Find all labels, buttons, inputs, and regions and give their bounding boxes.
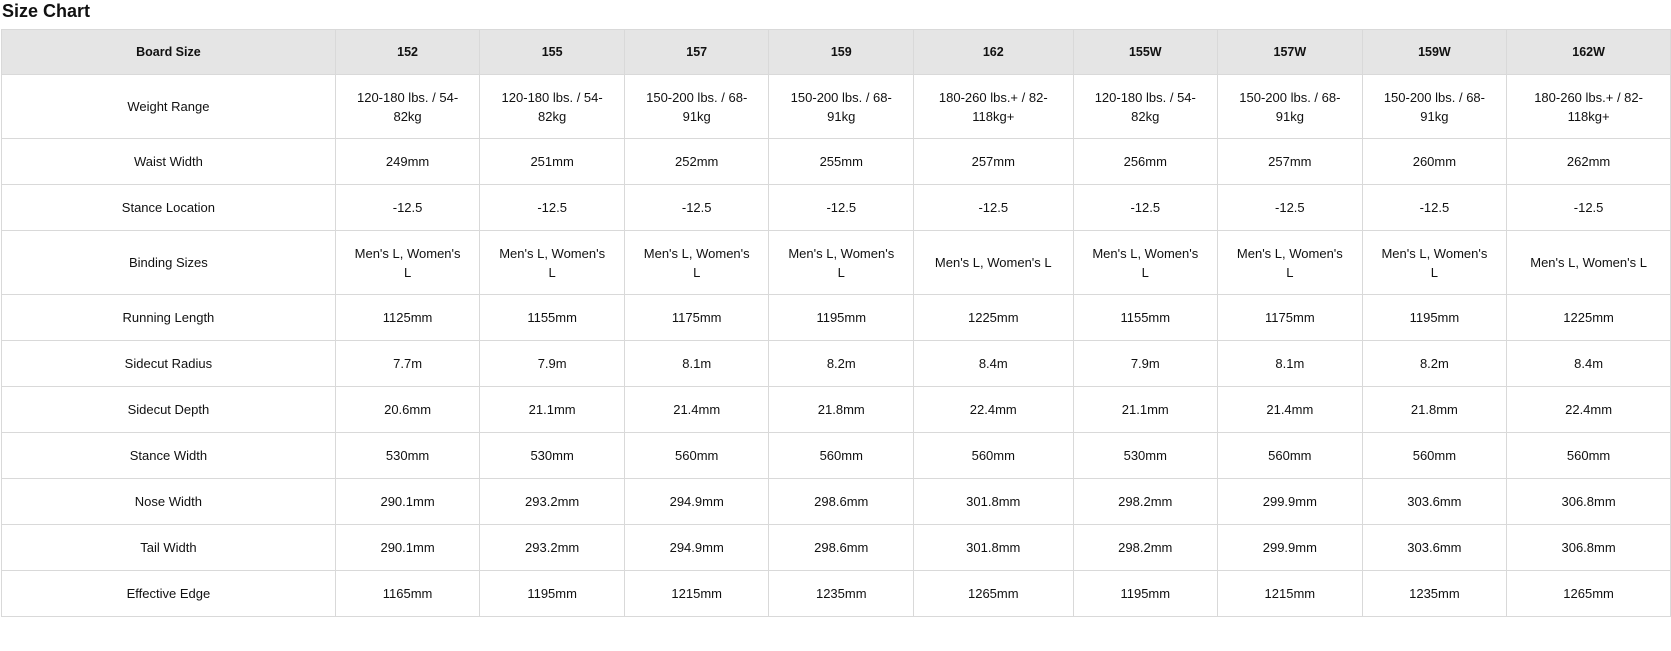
- table-cell: 21.8mm: [769, 387, 914, 433]
- table-cell: -12.5: [1507, 185, 1671, 231]
- table-cell: 1265mm: [1507, 571, 1671, 617]
- table-cell: 301.8mm: [914, 479, 1073, 525]
- table-cell: Men's L, Women's L: [1507, 231, 1671, 295]
- row-label: Running Length: [2, 295, 336, 341]
- table-cell: 20.6mm: [335, 387, 480, 433]
- table-cell: 120-180 lbs. / 54-82kg: [480, 75, 625, 139]
- table-cell: 7.9m: [1073, 341, 1218, 387]
- table-cell: 7.9m: [480, 341, 625, 387]
- row-label: Nose Width: [2, 479, 336, 525]
- table-cell: 1215mm: [1218, 571, 1363, 617]
- table-cell: 120-180 lbs. / 54-82kg: [1073, 75, 1218, 139]
- table-cell: 303.6mm: [1362, 479, 1507, 525]
- row-label: Weight Range: [2, 75, 336, 139]
- table-cell: 1175mm: [624, 295, 769, 341]
- table-cell: 150-200 lbs. / 68-91kg: [624, 75, 769, 139]
- table-cell: 21.1mm: [480, 387, 625, 433]
- table-cell: Men's L, Women's L: [1073, 231, 1218, 295]
- table-cell: -12.5: [769, 185, 914, 231]
- table-cell: 1195mm: [769, 295, 914, 341]
- table-row: [2, 75, 1671, 139]
- table-cell: 560mm: [1507, 433, 1671, 479]
- table-cell: 560mm: [914, 433, 1073, 479]
- header-cell-size: 155W: [1073, 30, 1218, 75]
- table-cell: 1195mm: [1073, 571, 1218, 617]
- table-cell: 1235mm: [1362, 571, 1507, 617]
- row-label: Stance Location: [2, 185, 336, 231]
- table-cell: 8.4m: [1507, 341, 1671, 387]
- table-cell: 560mm: [1362, 433, 1507, 479]
- table-cell: 257mm: [1218, 139, 1363, 185]
- table-cell: Men's L, Women's L: [624, 231, 769, 295]
- table-cell: 21.4mm: [624, 387, 769, 433]
- row-label: Tail Width: [2, 525, 336, 571]
- table-cell: 8.2m: [1362, 341, 1507, 387]
- table-body: [2, 75, 1671, 617]
- table-cell: 290.1mm: [335, 525, 480, 571]
- table-cell: 1215mm: [624, 571, 769, 617]
- table-cell: 299.9mm: [1218, 525, 1363, 571]
- table-row: [2, 387, 1671, 433]
- table-cell: 8.4m: [914, 341, 1073, 387]
- page-title: Size Chart: [2, 1, 91, 21]
- table-cell: 560mm: [1218, 433, 1363, 479]
- table-cell: 260mm: [1362, 139, 1507, 185]
- table-cell: 298.2mm: [1073, 525, 1218, 571]
- table-cell: 298.6mm: [769, 525, 914, 571]
- table-cell: 303.6mm: [1362, 525, 1507, 571]
- table-cell: 530mm: [480, 433, 625, 479]
- table-cell: 252mm: [624, 139, 769, 185]
- table-cell: 1225mm: [914, 295, 1073, 341]
- header-cell-board-size: Board Size: [2, 30, 336, 75]
- table-cell: 301.8mm: [914, 525, 1073, 571]
- table-cell: -12.5: [480, 185, 625, 231]
- table-cell: -12.5: [914, 185, 1073, 231]
- table-cell: 1225mm: [1507, 295, 1671, 341]
- table-cell: 120-180 lbs. / 54-82kg: [335, 75, 480, 139]
- table-cell: 1165mm: [335, 571, 480, 617]
- table-cell: 560mm: [624, 433, 769, 479]
- header-cell-size: 155: [480, 30, 625, 75]
- table-row: [2, 525, 1671, 571]
- table-cell: -12.5: [1362, 185, 1507, 231]
- header-cell-size: 159: [769, 30, 914, 75]
- table-cell: Men's L, Women's L: [914, 231, 1073, 295]
- row-label: Sidecut Depth: [2, 387, 336, 433]
- table-cell: Men's L, Women's L: [1218, 231, 1363, 295]
- table-cell: 150-200 lbs. / 68-91kg: [1362, 75, 1507, 139]
- table-row: [2, 433, 1671, 479]
- table-cell: 293.2mm: [480, 479, 625, 525]
- table-cell: Men's L, Women's L: [769, 231, 914, 295]
- table-cell: Men's L, Women's L: [335, 231, 480, 295]
- table-cell: 294.9mm: [624, 479, 769, 525]
- table-cell: 1155mm: [480, 295, 625, 341]
- table-cell: 21.1mm: [1073, 387, 1218, 433]
- table-cell: 1155mm: [1073, 295, 1218, 341]
- table-cell: 298.6mm: [769, 479, 914, 525]
- row-label: Binding Sizes: [2, 231, 336, 295]
- table-row: [2, 341, 1671, 387]
- header-row: [2, 30, 1671, 75]
- table-cell: 21.4mm: [1218, 387, 1363, 433]
- table-cell: 1175mm: [1218, 295, 1363, 341]
- table-cell: 294.9mm: [624, 525, 769, 571]
- table-cell: -12.5: [1073, 185, 1218, 231]
- table-row: [2, 185, 1671, 231]
- row-label: Effective Edge: [2, 571, 336, 617]
- table-cell: 290.1mm: [335, 479, 480, 525]
- table-cell: 21.8mm: [1362, 387, 1507, 433]
- table-cell: -12.5: [1218, 185, 1363, 231]
- header-cell-size: 157: [624, 30, 769, 75]
- table-cell: 180-260 lbs.+ / 82-118kg+: [914, 75, 1073, 139]
- table-cell: 8.2m: [769, 341, 914, 387]
- table-cell: 1195mm: [480, 571, 625, 617]
- table-cell: 22.4mm: [914, 387, 1073, 433]
- table-cell: 150-200 lbs. / 68-91kg: [769, 75, 914, 139]
- table-cell: 299.9mm: [1218, 479, 1363, 525]
- table-cell: 150-200 lbs. / 68-91kg: [1218, 75, 1363, 139]
- table-cell: 306.8mm: [1507, 479, 1671, 525]
- table-cell: Men's L, Women's L: [480, 231, 625, 295]
- table-cell: 530mm: [1073, 433, 1218, 479]
- table-row: [2, 571, 1671, 617]
- header-cell-size: 152: [335, 30, 480, 75]
- table-cell: 530mm: [335, 433, 480, 479]
- table-cell: 1265mm: [914, 571, 1073, 617]
- table-cell: 8.1m: [624, 341, 769, 387]
- table-cell: Men's L, Women's L: [1362, 231, 1507, 295]
- table-cell: 22.4mm: [1507, 387, 1671, 433]
- table-cell: 8.1m: [1218, 341, 1363, 387]
- table-row: [2, 231, 1671, 295]
- table-cell: 1195mm: [1362, 295, 1507, 341]
- table-cell: 7.7m: [335, 341, 480, 387]
- size-chart-table: [1, 29, 1671, 617]
- table-row: [2, 139, 1671, 185]
- header-cell-size: 162W: [1507, 30, 1671, 75]
- table-cell: 1235mm: [769, 571, 914, 617]
- table-cell: 293.2mm: [480, 525, 625, 571]
- row-label: Stance Width: [2, 433, 336, 479]
- header-cell-size: 159W: [1362, 30, 1507, 75]
- row-label: Waist Width: [2, 139, 336, 185]
- table-row: [2, 295, 1671, 341]
- table-cell: 249mm: [335, 139, 480, 185]
- table-row: [2, 479, 1671, 525]
- table-cell: 306.8mm: [1507, 525, 1671, 571]
- header-cell-size: 162: [914, 30, 1073, 75]
- table-cell: 1125mm: [335, 295, 480, 341]
- table-cell: 560mm: [769, 433, 914, 479]
- table-cell: 298.2mm: [1073, 479, 1218, 525]
- table-cell: 251mm: [480, 139, 625, 185]
- table-cell: -12.5: [335, 185, 480, 231]
- table-cell: -12.5: [624, 185, 769, 231]
- table-cell: 255mm: [769, 139, 914, 185]
- table-cell: 262mm: [1507, 139, 1671, 185]
- table-cell: 257mm: [914, 139, 1073, 185]
- table-cell: 256mm: [1073, 139, 1218, 185]
- header-cell-size: 157W: [1218, 30, 1363, 75]
- row-label: Sidecut Radius: [2, 341, 336, 387]
- table-cell: 180-260 lbs.+ / 82-118kg+: [1507, 75, 1671, 139]
- size-chart: [1, 29, 1671, 617]
